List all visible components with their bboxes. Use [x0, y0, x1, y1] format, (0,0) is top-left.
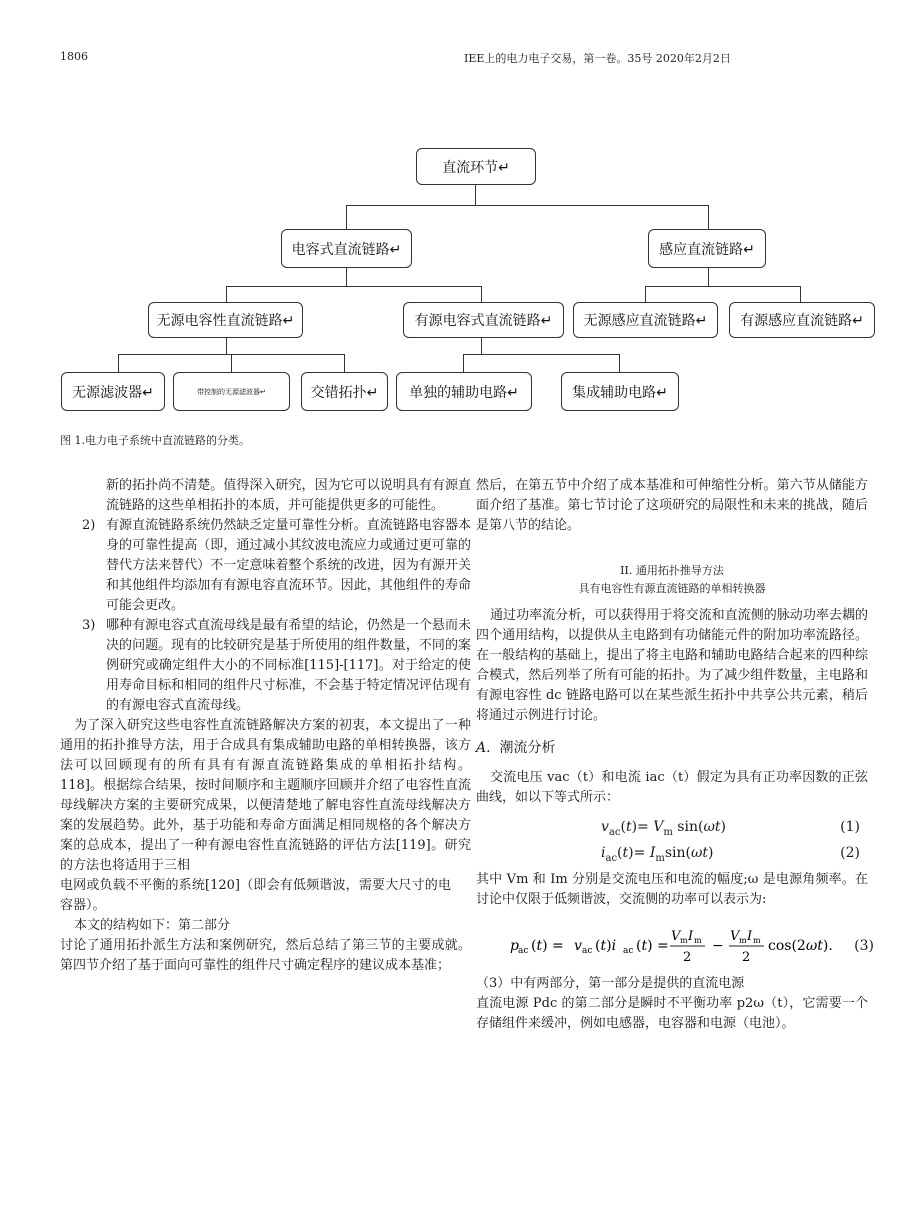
- svg-text:p: p: [510, 938, 519, 954]
- section-title: II. 通用拓扑推导方法: [620, 564, 724, 577]
- paragraph: 本文的结构如下：第二部分: [74, 918, 231, 933]
- page-number: 1806: [60, 50, 88, 63]
- node-passive-capacitive: 无源电容性直流链路↵: [148, 302, 303, 338]
- node-passive-filter: 无源滤波器↵: [61, 372, 165, 411]
- connector: [346, 205, 709, 206]
- node-active-capacitive: 有源电容式直流链路↵: [403, 302, 564, 338]
- svg-text:I: I: [688, 929, 694, 944]
- paragraph: 直流电源 Pdc 的第二部分是瞬时不平衡功率 p2ω（t），它需要一个存储组件来缓冲，例如电感器，电容器和电源（电池）。: [476, 996, 868, 1031]
- equation-body: $v_{ac}(t)= V_m$ sin(ωt): [601, 819, 726, 838]
- equation-number: (1): [840, 819, 860, 835]
- svg-text:cos(2ωt).: cos(2ωt).: [768, 938, 833, 954]
- equation-1: [476, 814, 868, 840]
- svg-text:m: m: [753, 936, 761, 945]
- paragraph: 电网或负载不平衡的系统[120]（即会有低频谐波，需要大尺寸的电容器）。: [60, 878, 451, 913]
- connector: [344, 354, 345, 372]
- svg-text:V: V: [730, 929, 740, 944]
- node-separate-auxiliary-circuit: 单独的辅助电路↵: [396, 372, 532, 411]
- connector: [645, 286, 646, 302]
- connector: [463, 354, 464, 372]
- list-item-2: [60, 516, 471, 616]
- connector: [226, 338, 227, 354]
- node-active-inductive: 有源感应直流链路↵: [729, 302, 875, 338]
- node-passive-inductive: 无源感应直流链路↵: [573, 302, 718, 338]
- svg-text:v: v: [574, 938, 582, 954]
- node-dc-link: 直流环节↵: [416, 148, 536, 185]
- connector: [118, 354, 119, 372]
- list-item-text: 有源直流链路系统仍然缺乏定量可靠性分析。直流链路电容器本身的可靠性提高（即，通过减小其纹波电流应力或通过更可靠的替代方法来替代）不一定意味着整个系统的改进，因为有源开关和其他组件均添加有有源电容直流环节。因此，其他组件的寿命可能会更改。: [106, 518, 471, 613]
- connector: [346, 268, 347, 286]
- node-interleaved-topology: 交错拓扑↵: [301, 372, 388, 411]
- connector: [346, 205, 347, 229]
- subsection-letter: A.: [476, 740, 491, 756]
- paragraph: 讨论了通用拓扑派生方法和案例研究，然后总结了第三节的主要成就。第四节介绍了基于面向可靠性的组件尺寸确定程序的建议成本基准；: [60, 938, 471, 973]
- node-capacitive-dc-link: 电容式直流链路↵: [281, 229, 412, 268]
- connector: [481, 338, 482, 354]
- connector: [708, 205, 709, 229]
- connector: [645, 286, 801, 287]
- subsection-heading: [476, 738, 868, 758]
- svg-text:(t) =: (t) =: [636, 938, 669, 954]
- svg-text:V: V: [671, 929, 681, 944]
- list-item-text: 哪种有源电容式直流母线是最有希望的结论，仍然是一个悬而未决的问题。现有的比较研究是基于所使用的组件数量，不同的案例研究或确定组件大小的不同标准[115]-[117]。对于给定的使用寿命目标和相同的组件尺寸标准，不会基于特定情况评估现有的有源电容式直流母线。: [106, 618, 471, 713]
- paragraph: 然后，在第五节中介绍了成本基准和可伸缩性分析。第六节从储能方面介绍了基准。第七节讨论了这项研究的局限性和未来的挑战，随后是第八节的结论。: [476, 478, 868, 533]
- item1-continuation: 新的拓扑尚不清楚。值得深入研究，因为它可以说明具有有源直流链路的这些单相拓扑的本质，并可能提供更多的可能性。: [106, 478, 471, 513]
- left-column: [60, 476, 471, 976]
- node-passive-filter-with-control: 带控制的无源滤波器↵: [173, 372, 290, 411]
- connector: [800, 286, 801, 302]
- equation-2: [476, 840, 868, 866]
- paragraph: （3）中有两部分，第一部分是提供的直流电源: [476, 976, 745, 991]
- connector: [475, 185, 476, 205]
- equation-body: $i_{ac}(t)= I_m\sin(\omega t)$: [601, 845, 714, 864]
- list-item-3: [60, 616, 471, 716]
- svg-text:2: 2: [742, 950, 751, 965]
- svg-text:m: m: [680, 936, 688, 945]
- svg-text:I: I: [747, 929, 753, 944]
- subsection-title: 潮流分析: [499, 740, 556, 756]
- equation-3-formula: [476, 920, 868, 970]
- svg-text:m: m: [739, 936, 747, 945]
- section-subtitle: 具有电容性有源直流链路的单相转换器: [578, 582, 766, 595]
- connector: [481, 286, 482, 302]
- connector: [226, 286, 482, 287]
- connector: [231, 354, 232, 372]
- connector: [708, 268, 709, 286]
- paragraph: 其中 Vm 和 Im 分别是交流电压和电流的幅度;ω 是电源角频率。在讨论中仅限于低频谐波，交流侧的功率可以表示为:: [476, 872, 868, 907]
- right-column: [476, 476, 874, 1034]
- connector: [226, 286, 227, 302]
- paragraph: 为了深入研究这些电容性直流链路解决方案的初衷，本文提出了一种通用的拓扑推导方法，用于合成具有集成辅助电路的单相转换器，该方法可以回顾现有的所有具有有源直流链路集成的单相拓扑结构。 118]。根据综合结果，按时间顺序和主题顺序回顾并介绍了电容性直流母线解决方案的主要研究成果，以便清楚地了解电容性直流母线解决方案的发展趋势。此外，基于功能和寿命方面满足相同规格的各个解决方案的总成本，提出了一种有源电容性直流链路的评估方法[119]。研究的方法也将适用于三相: [60, 718, 471, 873]
- svg-text:(t) =: (t) =: [531, 938, 564, 954]
- svg-text:m: m: [694, 936, 702, 945]
- connector: [619, 354, 620, 372]
- equation-3: [476, 920, 874, 970]
- svg-text:(t)i: (t)i: [595, 938, 617, 954]
- connector: [463, 354, 620, 355]
- equation-number: (3): [854, 938, 874, 954]
- svg-text:−: −: [712, 938, 724, 954]
- node-integrated-auxiliary-circuit: 集成辅助电路↵: [561, 372, 679, 411]
- figure-caption: 图 1.电力电子系统中直流链路的分类。: [60, 434, 250, 447]
- svg-text:2: 2: [683, 950, 692, 965]
- node-inductive-dc-link: 感应直流链路↵: [648, 229, 766, 268]
- paragraph: 交流电压 vac（t）和电流 iac（t）假定为具有正功率因数的正弦曲线，如以下等式所示：: [476, 770, 868, 805]
- list-number: 2): [82, 518, 96, 533]
- journal-header: IEE上的电力电子交易，第一卷。35号 2020年2月2日: [464, 52, 731, 65]
- svg-text:ac: ac: [518, 946, 529, 956]
- list-number: 3): [82, 618, 96, 633]
- svg-text:ac: ac: [623, 946, 634, 956]
- paragraph: 通过功率流分析，可以获得用于将交流和直流侧的脉动功率去耦的四个通用结构，以提供从主电路到有功储能元件的附加功率流路径。在一般结构的基础上，提出了将主电路和辅助电路结合起来的四种综合模式，然后列举了所有可能的拓扑。为了减少组件数量，主电路和有源电容性 dc 链路电路可以在某些派生拓扑中共享公共元素，稍后将通过示例进行讨论。: [476, 608, 868, 723]
- equation-number: (2): [840, 845, 860, 861]
- svg-text:ac: ac: [582, 946, 593, 956]
